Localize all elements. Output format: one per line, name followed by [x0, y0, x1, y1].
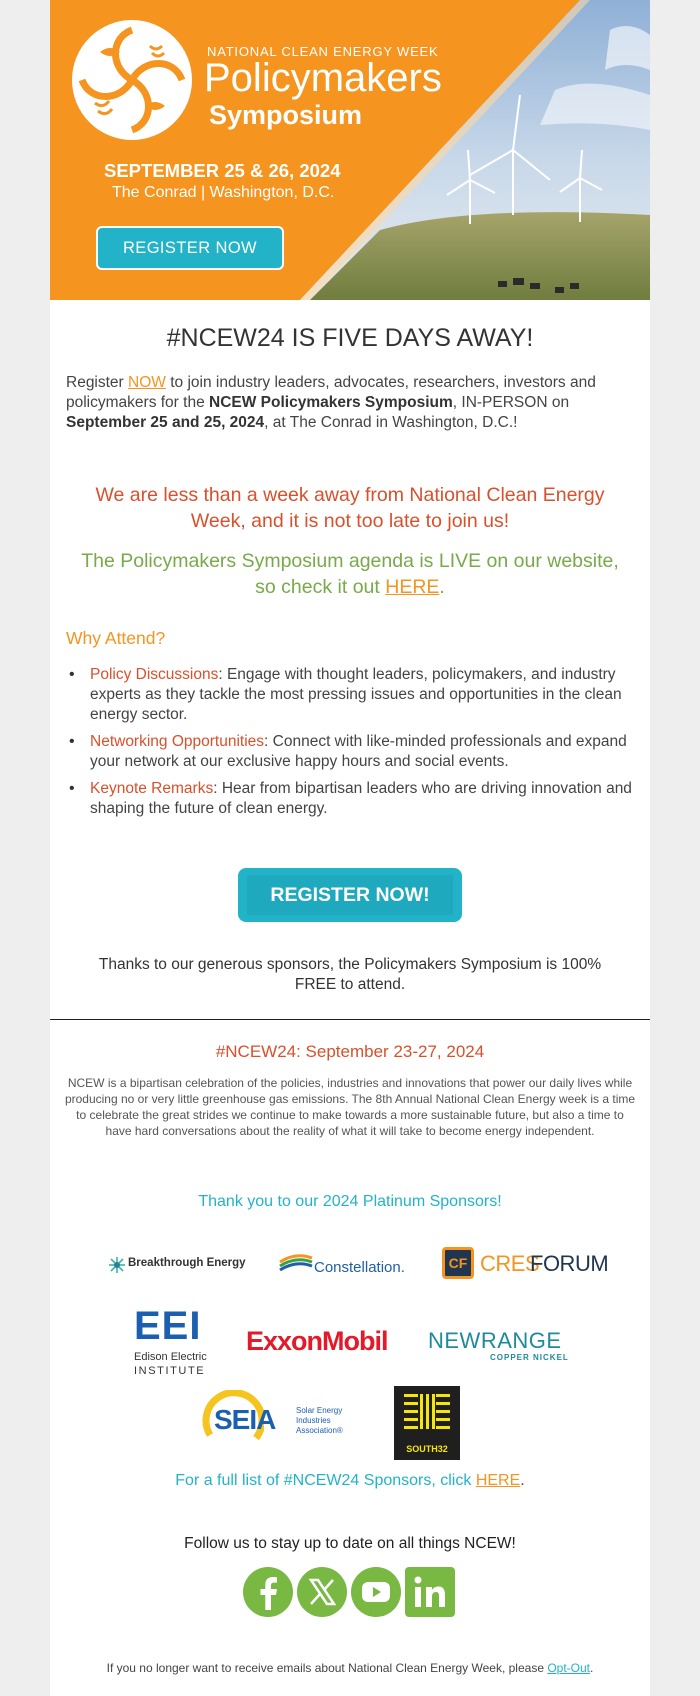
full-list-text: For a full list of #NCEW24 Sponsors, click: [175, 1472, 476, 1489]
seia-line1: Solar Energy: [296, 1406, 343, 1415]
cres-text: CRES: [480, 1251, 540, 1276]
cres-forum-logo[interactable]: [442, 1245, 609, 1281]
intro-paragraph: [66, 373, 636, 433]
facebook-icon[interactable]: [242, 1566, 294, 1618]
hero-kicker: NATIONAL CLEAN ENERGY WEEK: [207, 44, 439, 59]
constellation-swoosh-icon: [278, 1254, 314, 1272]
optout-text: .: [590, 1661, 594, 1675]
ncew-description: NCEW is a bipartisan celebration of the policies, industries and innovations that power our daily lives while producing no or very little greenhouse gas emissions. The 8th Annual National Clean Energy week is a time to celebrate the great strides we continue to make towards a more sustainable future, but also a time to have hard conversations about the reality of what it will take to become energy independent.: [64, 1076, 636, 1138]
x-twitter-icon[interactable]: [296, 1566, 348, 1618]
agenda-callout: [80, 548, 620, 600]
eei-mark: EEI: [134, 1304, 202, 1348]
list-item: [90, 779, 645, 819]
bullet-text: : Engage with thought leaders, policymakers, and industry experts as they tackle the most pressing issues and opportunities in the clean energy sector.: [90, 666, 622, 723]
linkedin-icon[interactable]: [404, 1566, 456, 1618]
event-name: NCEW Policymakers Symposium: [209, 394, 453, 411]
register-now-button-label[interactable]: REGISTER NOW!: [247, 875, 453, 915]
hero-register-button[interactable]: REGISTER NOW: [96, 226, 284, 270]
ncew-logo-icon: [70, 18, 194, 142]
south32-text: SOUTH32: [406, 1444, 448, 1454]
ncew-dates-heading: #NCEW24: September 23-27, 2024: [215, 1042, 485, 1061]
sponsor-thanks: Thanks to our generous sponsors, the Policymakers Symposium is 100% FREE to attend.: [98, 956, 602, 993]
bullet-title: Policy Discussions: [90, 666, 219, 683]
constellation-logo[interactable]: [278, 1250, 418, 1280]
full-list-text: .: [520, 1472, 525, 1489]
hero-subtitle: Symposium: [209, 100, 363, 130]
register-now-button[interactable]: [238, 868, 462, 922]
bullet-title: Networking Opportunities: [90, 733, 265, 750]
newrange-text: NEWRANGE: [428, 1328, 562, 1353]
youtube-icon[interactable]: [350, 1566, 402, 1618]
divider: [50, 1019, 650, 1020]
bullet-text: : Hear from bipartisan leaders who are driving innovation and shaping the future of clean energy.: [90, 780, 632, 817]
hero-banner: [50, 0, 650, 300]
bullet-title: Keynote Remarks: [90, 780, 214, 797]
page-title: #NCEW24 IS FIVE DAYS AWAY!: [166, 324, 534, 352]
agenda-here-link[interactable]: HERE: [385, 576, 440, 598]
intro-text: , IN-PERSON on: [452, 394, 570, 411]
email-body: [50, 0, 650, 1696]
event-dates: September 25 and 25, 2024: [66, 414, 265, 431]
platinum-sponsors-heading: Thank you to our 2024 Platinum Sponsors!: [198, 1193, 502, 1210]
intro-text: , at The Conrad in Washington, D.C.!: [264, 414, 518, 431]
agenda-text: .: [439, 576, 445, 598]
eei-logo[interactable]: [134, 1306, 216, 1380]
list-item: [90, 665, 645, 725]
eei-line2: INSTITUTE: [134, 1365, 206, 1377]
bullet-text: : Connect with like-minded professionals and expand your network at our exclusive happy hours and social events.: [90, 733, 627, 770]
south32-mark-icon: [404, 1394, 450, 1438]
why-attend-list: [90, 665, 645, 826]
list-item: [90, 732, 645, 772]
hero-dates: SEPTEMBER 25 & 26, 2024: [104, 160, 341, 181]
intro-text: Register: [66, 374, 129, 391]
south32-logo[interactable]: [394, 1386, 460, 1460]
cres-forum-icon: CF: [442, 1247, 474, 1279]
agenda-text: The Policymakers Symposium agenda is LIVE on our website, so check it out: [81, 550, 619, 598]
newrange-logo[interactable]: [428, 1328, 578, 1360]
seia-line2: Industries: [296, 1416, 331, 1425]
seia-line3: Association®: [296, 1426, 343, 1435]
hero-title: Policymakers: [204, 56, 442, 100]
newrange-subtext: COPPER NICKEL: [490, 1353, 569, 1362]
follow-us-text: Follow us to stay up to date on all things NCEW!: [184, 1535, 516, 1552]
intro-text: to join industry leaders, advocates, researchers, investors and policymakers for the: [66, 374, 596, 411]
opt-out-notice: [50, 1661, 650, 1675]
constellation-text: Constellation.: [314, 1259, 405, 1276]
breakthrough-energy-text: Breakthrough Energy: [128, 1257, 246, 1269]
sponsors-here-link[interactable]: HERE: [475, 1472, 521, 1489]
opt-out-link[interactable]: Opt-Out: [547, 1661, 591, 1675]
full-sponsor-list: [50, 1472, 650, 1490]
register-now-link[interactable]: NOW: [128, 374, 166, 391]
seia-text: SEIA: [214, 1404, 276, 1435]
exxonmobil-text: ExxonMobil: [246, 1326, 388, 1356]
optout-text: If you no longer want to receive emails about National Clean Energy Week, please: [106, 1661, 548, 1675]
seia-logo[interactable]: [200, 1390, 360, 1452]
why-attend-heading: Why Attend?: [66, 628, 166, 648]
eei-line1: Edison Electric: [134, 1351, 207, 1363]
hero-venue: The Conrad | Washington, D.C.: [112, 184, 335, 201]
countdown-callout: We are less than a week away from National Clean Energy Week, and it is not too late to join us!: [95, 484, 605, 532]
breakthrough-energy-icon: [108, 1256, 126, 1274]
exxonmobil-logo[interactable]: [246, 1326, 396, 1358]
breakthrough-energy-logo[interactable]: [108, 1254, 248, 1276]
forum-text: FORUM: [530, 1251, 609, 1276]
